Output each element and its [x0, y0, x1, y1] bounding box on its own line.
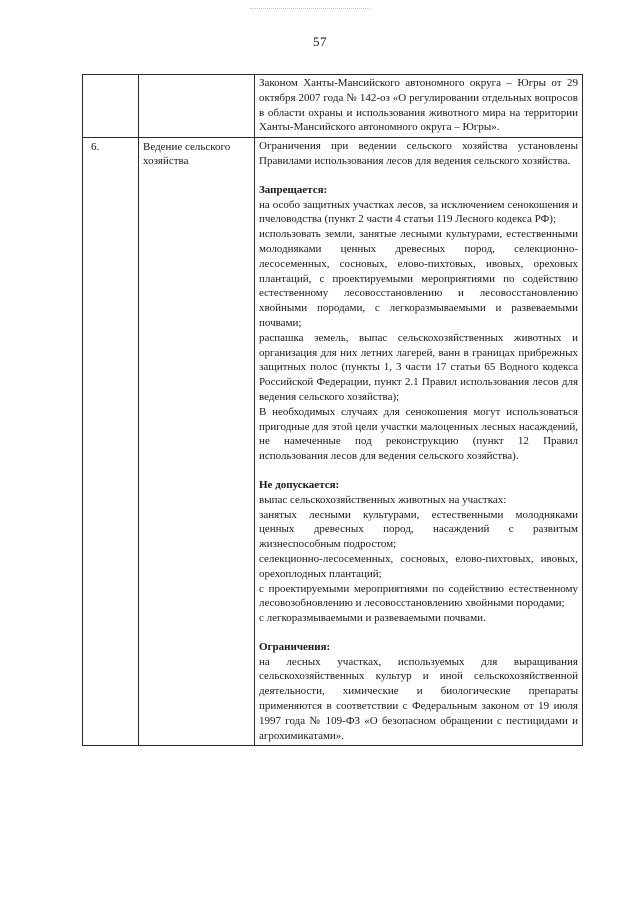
continued-text: Законом Ханты-Мансийского автономного округа – Югры от 29 октября 2007 года № 142-оз «О регулировании отдельных вопросов в области охраны и использования животного мира на территории Ханты-Мансийского автономного округа – Югры». [259, 77, 578, 134]
spacer [259, 626, 578, 640]
row-name-cell [139, 75, 255, 138]
row-name-cell: Ведение сельского хозяйства [139, 138, 255, 746]
not-allowed-heading: Не допускается: [259, 478, 340, 491]
prohibited-heading: Запрещается: [259, 183, 328, 196]
spacer [259, 464, 578, 478]
page-number: 57 [313, 34, 327, 49]
scan-artifact [250, 8, 370, 19]
prohibited-item: использовать земли, занятые лесными культурами, естественными молодняками ценных древесных пород, селекционно-лесосеменных, сосновых, елово-пихтовых, ивовых, ореховых плантаций, с проектируемыми мероприятиями по содействию естественному лесовосстановлению и лесовосстановлению хвойными породами, с легкоразмываемыми и развеваемыми почвами; [259, 228, 578, 329]
row-number-cell: 6. [83, 138, 139, 746]
prohibited-item: на особо защитных участках лесов, за исключением сенокошения и пчеловодства (пункт 2 части 4 статьи 119 Лесного кодекса РФ); [259, 198, 578, 226]
not-allowed-item: занятых лесными культурами, естественными молодняками ценных древесных пород, насаждений с развитым жизнеспособным подростом; [259, 508, 578, 551]
row-description-cell [255, 75, 583, 138]
restrictions-heading: Ограничения: [259, 640, 331, 653]
intro-paragraph: Ограничения при ведении сельского хозяйства установлены Правилами использования лесов для ведения сельского хозяйства. [259, 140, 578, 167]
restrictions-text: на лесных участках, используемых для выращивания сельскохозяйственных культур и иной сельскохозяйственной деятельности, химические и биологические препараты применяются в соответствии с Федеральным законом от 19 июля 1997 года № 109-ФЗ «О безопасном обращении с пестицидами и агрохимикатами». [259, 655, 578, 742]
not-allowed-item: с легкоразмываемыми и развеваемыми почвами. [259, 612, 486, 625]
prohibited-item: распашка земель, выпас сельскохозяйственных животных и организация для них летних лагерей, ванн в границах прибрежных защитных полос (пункты 1, 3 части 17 статьи 65 Водного кодекса Российской Федерации, пункт 2.1 Правил использования лесов для ведения сельского хозяйства); [259, 331, 578, 403]
table-row-6 [83, 138, 583, 746]
table-row-continued [83, 75, 583, 138]
prohibited-item: В необходимых случаях для сенокошения могут использоваться пригодные для этой цели участки малоценных лесных насаждений, не намеченные под реконструкцию (пункт 12 Правил использования лесов для ведения сельского хозяйства). [259, 405, 578, 463]
spacer [259, 169, 578, 183]
regulations-table [82, 74, 583, 746]
not-allowed-item: выпас сельскохозяйственных животных на участках: [259, 493, 507, 506]
row-description-cell [255, 138, 583, 746]
row-number-cell [83, 75, 139, 138]
not-allowed-item: с проектируемыми мероприятиями по содействию естественному лесовозобновлению и лесовосстановлению хвойными породами; [259, 582, 578, 610]
not-allowed-item: селекционно-лесосеменных, сосновых, елово-пихтовых, ивовых, орехоплодных плантаций; [259, 552, 578, 580]
